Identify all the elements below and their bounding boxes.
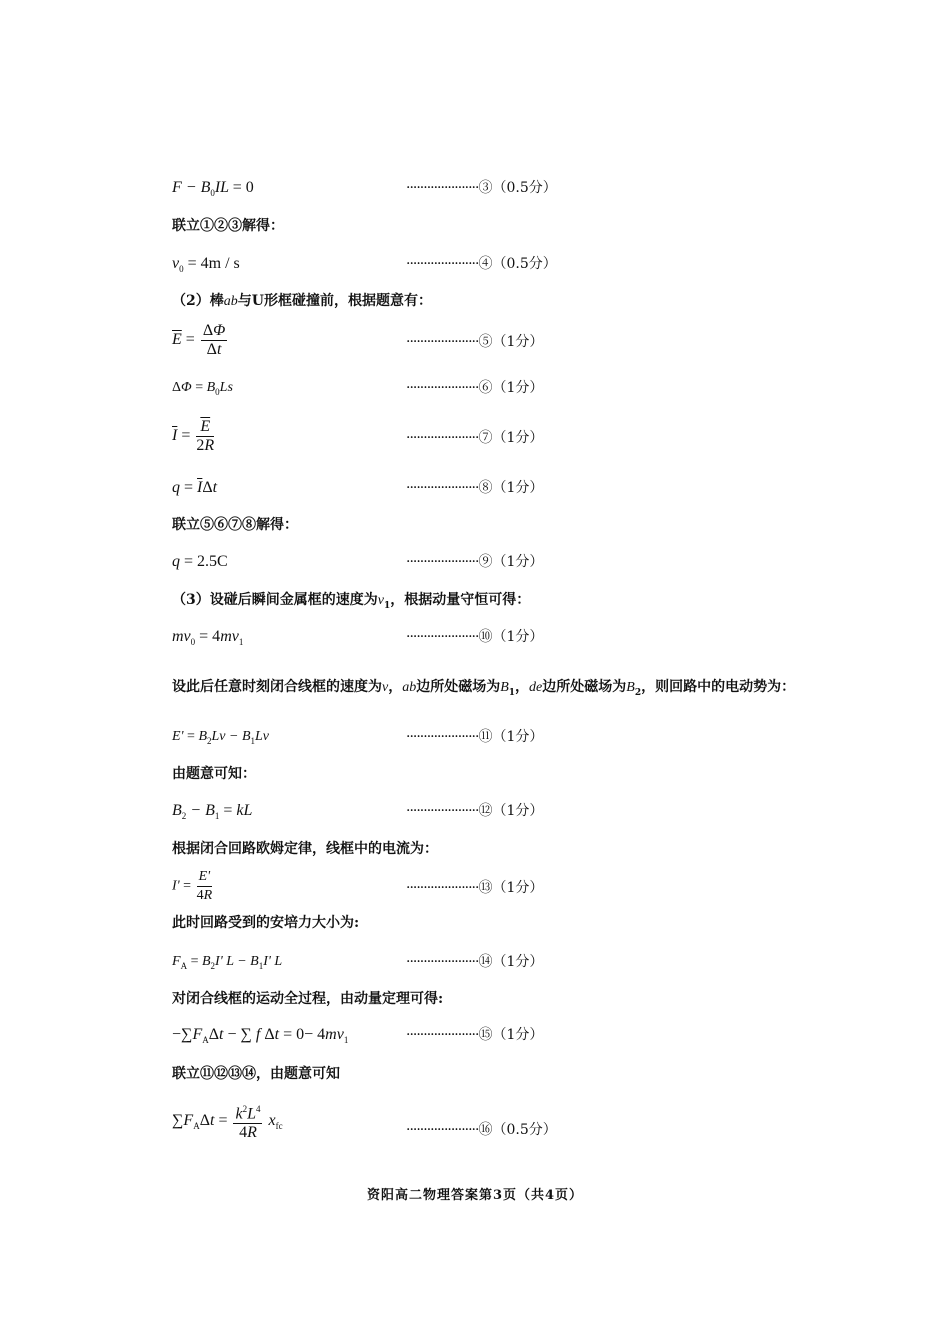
- score: ·····················⑤（1分）: [406, 334, 544, 350]
- text-line: 由题意可知：: [172, 766, 256, 782]
- equation: $v_0 = 4m / s$: [172, 255, 240, 275]
- equation: $\Delta\Phi = B_0Ls$: [172, 380, 233, 397]
- text-line: 设此后任意时刻闭合线框的速度为v，ab边所处磁场为$B_1$，de边所处磁场为$B_2$，则回路中的电动势为：: [172, 679, 796, 698]
- equation-row: [172, 477, 852, 507]
- text-line: 联立⑪⑫⑬⑭，由题意可知: [172, 1066, 340, 1082]
- equation-row: [172, 868, 852, 908]
- text-line: 此时回路受到的安培力大小为:: [172, 915, 360, 931]
- text-line: 根据闭合回路欧姆定律，线框中的电流为：: [172, 841, 438, 857]
- score: ·····················⑨（1分）: [406, 554, 544, 570]
- score: ·····················⑩（1分）: [406, 629, 544, 645]
- text-line: 对闭合线框的运动全过程，由动量定理可得:: [172, 991, 444, 1007]
- score: ·····················④（0.5分）: [406, 256, 557, 272]
- equation-row: [172, 177, 852, 207]
- text-line: 联立①②③解得：: [172, 218, 284, 234]
- score: ·····················⑯（0.5分）: [406, 1122, 557, 1138]
- equation: $mv_0 = 4mv_1$: [172, 628, 244, 648]
- text-line: （3）设碰后瞬间金属框的速度为$v_1$，根据动量守恒可得：: [172, 592, 531, 611]
- equation-row: [172, 800, 852, 830]
- score: ·····················⑭（1分）: [406, 954, 544, 970]
- equation: $\overline{I}$ = $\frac{\overline{E}}{2R}$: [172, 418, 215, 454]
- score: ·····················⑫（1分）: [406, 803, 544, 819]
- page-footer: 资阳高二物理答案第3页（共4页）: [366, 1188, 584, 1203]
- equation: $\sum F_A\Delta t$ = $\frac{k^2L^4}{4R}$ $x_{fc}$: [172, 1100, 283, 1142]
- equation: $q = \overline{I}\Delta t$: [172, 479, 218, 496]
- equation-row: [172, 377, 852, 407]
- equation-row: [172, 551, 852, 581]
- equation-row: [172, 322, 852, 362]
- equation-row: [172, 1024, 852, 1054]
- score: ·····················⑧（1分）: [406, 480, 544, 496]
- score: ·····················⑥（1分）: [406, 380, 544, 396]
- score: ·····················⑦（1分）: [406, 430, 544, 446]
- equation: $E' = B_2Lv - B_1Lv$: [172, 729, 270, 746]
- equation: q = 2.5C: [172, 553, 228, 570]
- equation-row: [172, 418, 852, 460]
- score: ·····················⑪（1分）: [406, 729, 544, 745]
- score: ·····················⑬（1分）: [406, 880, 544, 896]
- equation-row: [172, 726, 852, 756]
- text-line: （2）棒ab与U形框碰撞前，根据题意有：: [172, 293, 432, 309]
- text-line: 联立⑤⑥⑦⑧解得：: [172, 517, 298, 533]
- equation-row: [172, 253, 852, 283]
- equation: $F - B_0IL = 0$: [172, 179, 254, 199]
- equation-row: [172, 951, 852, 981]
- equation: $B_2 - B_1$ = kL: [172, 802, 253, 822]
- equation-row: [172, 626, 852, 656]
- equation: I' = $\frac{E'}{4R}$: [172, 869, 213, 903]
- equation: $F_A = B_2I'$ $L - B_1I'$ L: [172, 954, 283, 971]
- equation-row: [172, 1100, 852, 1148]
- score: ·····················③（0.5分）: [406, 180, 557, 196]
- equation: $\overline{E}$ = $\frac{\Delta\Phi}{\Delta t}$: [172, 322, 226, 358]
- score: ·····················⑮（1分）: [406, 1027, 544, 1043]
- equation: $-\sum F_A\Delta t$ − ∑ f $\Delta t = 0- 4mv_1$: [172, 1026, 349, 1046]
